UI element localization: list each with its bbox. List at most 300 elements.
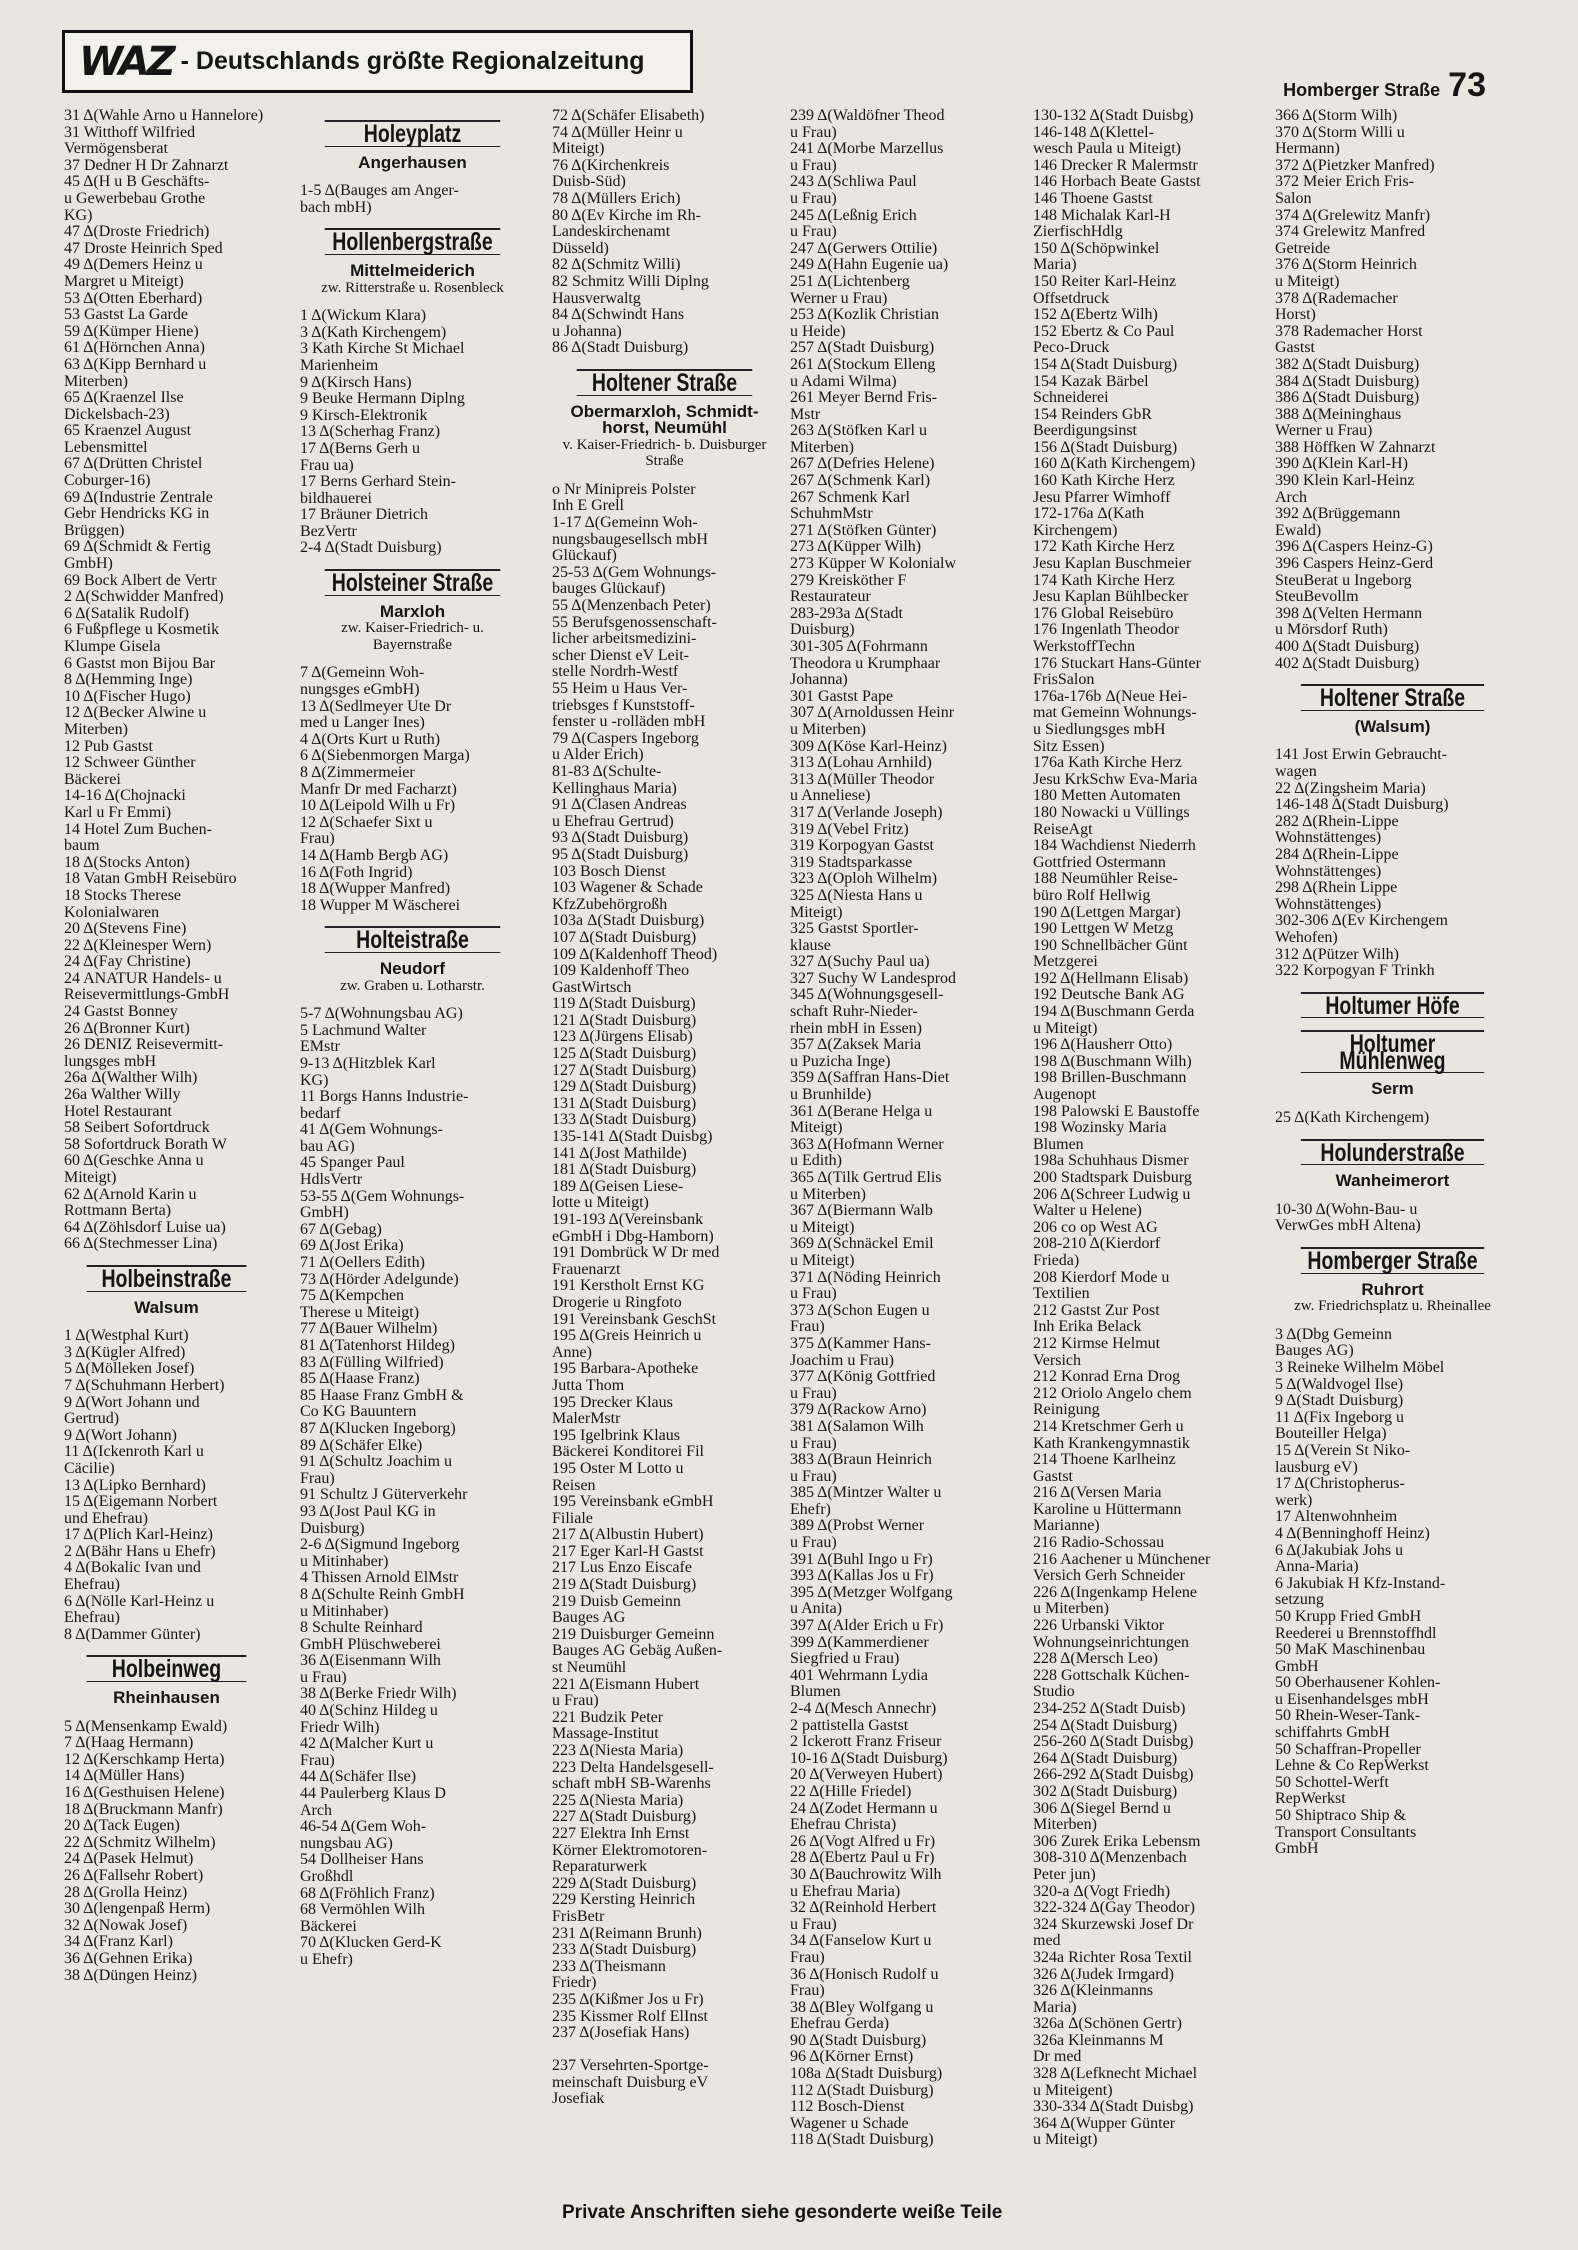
directory-entry: Drogerie u Ringfoto — [552, 1294, 682, 1311]
directory-entry: Werner u Frau) — [1275, 423, 1373, 440]
directory-entry: 306 Δ(Siegel Bernd u — [1033, 1800, 1171, 1817]
directory-entry: 377 Δ(König Gottfried — [790, 1369, 936, 1386]
directory-entry: 266-292 Δ(Stadt Duisbg) — [1033, 1767, 1194, 1784]
directory-entry: 6 Δ(Satalik Rudolf) — [64, 605, 189, 622]
directory-entry: Hausverwaltg — [552, 290, 641, 307]
directory-entry: 150 Reiter Karl-Heinz — [1033, 273, 1177, 290]
directory-entry: Werner u Frau) — [790, 290, 888, 307]
directory-entry: Reparaturwerk — [552, 1859, 648, 1876]
directory-entry: Metzgerei — [1033, 954, 1098, 971]
directory-entry: 32 Δ(Reinhold Herbert — [790, 1900, 937, 1917]
directory-entry: schaft mbH SB-Warenhs — [552, 1776, 711, 1793]
street-heading: Holbeinweg — [87, 1655, 247, 1682]
directory-entry: 372 Meier Erich Fris- — [1275, 174, 1415, 191]
directory-entry: 198 Brillen-Buschmann — [1033, 1070, 1187, 1087]
directory-entry: 206 Δ(Schreer Ludwig u — [1033, 1186, 1191, 1203]
directory-entry: 69 Δ(Jost Erika) — [300, 1238, 404, 1255]
directory-entry: 16 Δ(Foth Ingrid) — [300, 864, 413, 881]
directory-entry: 283-293a Δ(Stadt — [790, 605, 903, 622]
directory-entry: FrisSalon — [1033, 672, 1095, 689]
directory-entry: 152 Δ(Ebertz Wilh) — [1033, 307, 1158, 324]
directory-entry: 28 Δ(Ebertz Paul u Fr) — [790, 1850, 935, 1867]
directory-entry: Massage-Institut — [552, 1726, 659, 1743]
directory-entry: Lebensmittel — [64, 439, 148, 456]
street-heading: Holeyplatz — [325, 120, 501, 147]
directory-entry: 26 Δ(Vogt Alfred u Fr) — [790, 1833, 936, 1850]
directory-entry: 17 Bräuner Dietrich — [300, 507, 428, 524]
directory-entry: Restaurateur — [790, 589, 871, 606]
directory-entry: Frau) — [790, 1983, 825, 2000]
directory-entry: 36 Δ(Honisch Rudolf u — [790, 1966, 939, 1983]
directory-entry: scher Dienst eV Leit- — [552, 647, 689, 664]
directory-entry: 18 Δ(Bruckmann Manfr) — [64, 1801, 223, 1818]
directory-entry: 319 Δ(Vebel Fritz) — [790, 821, 909, 838]
directory-entry: 235 Δ(Kißmer Jos u Fr) — [552, 1991, 704, 2008]
directory-entry: Frau) — [300, 1752, 335, 1769]
directory-entry: 284 Δ(Rhein-Lippe — [1275, 846, 1399, 863]
district-name: Marxloh — [379, 601, 446, 621]
directory-entry: med — [1033, 1933, 1061, 1950]
directory-entry: schiffahrts GmbH — [1275, 1725, 1390, 1742]
directory-entry: FrisBetr — [552, 1908, 605, 1925]
directory-entry: 14-16 Δ(Chojnacki — [64, 788, 186, 805]
directory-entry: u Miterben) — [790, 1186, 866, 1203]
directory-entry: 396 Δ(Caspers Heinz-G) — [1275, 539, 1433, 556]
directory-entry: 216 Aachener u Münchener — [1033, 1551, 1211, 1568]
directory-entry: 103a Δ(Stadt Duisburg) — [552, 913, 705, 930]
directory-entry: u Frau) — [790, 1286, 837, 1303]
directory-entry: Reederei u Brennstoffhdl — [1275, 1625, 1437, 1642]
directory-entry: 53-55 Δ(Gem Wohnungs- — [300, 1188, 465, 1205]
directory-entry: Wohnungseinrichtungen — [1033, 1634, 1190, 1651]
directory-entry: nungsbau AG) — [300, 1835, 393, 1852]
directory-entry: Arch — [1275, 489, 1307, 506]
directory-entry: rhein mbH in Essen) — [790, 1020, 922, 1037]
directory-entry: Bauges AG — [552, 1610, 626, 1627]
directory-entry: 72 Δ(Schäfer Elisabeth) — [552, 108, 705, 124]
directory-entry: Duisburg) — [790, 622, 855, 639]
directory-entry: 234-252 Δ(Stadt Duisb) — [1033, 1701, 1186, 1717]
directory-entry: Klumpe Gisela — [64, 639, 161, 655]
directory-entry: 17 Berns Gerhard Stein- — [300, 474, 456, 491]
directory-entry: Co KG Bauuntern — [300, 1404, 417, 1421]
waz-logo: WAZ — [79, 38, 173, 85]
directory-entry: 24 ANATUR Handels- u — [64, 970, 222, 987]
street-range: zw. Friedrichsplatz u. Rheinallee — [1294, 1298, 1491, 1315]
directory-entry: 14 Hotel Zum Buchen- — [64, 821, 212, 838]
directory-entry: 217 Δ(Albustin Hubert) — [552, 1527, 704, 1544]
directory-entry: u Frau) — [790, 124, 837, 141]
directory-entry: 119 Δ(Stadt Duisburg) — [552, 996, 696, 1013]
directory-entry: 302-306 Δ(Ev Kirchengem — [1275, 913, 1448, 930]
directory-entry: klause — [790, 937, 831, 954]
directory-entry: 81 Δ(Tatenhorst Hildeg) — [300, 1338, 455, 1354]
directory-entry: 69 Bock Albert de Vertr — [64, 572, 217, 589]
directory-entry: Karl u Fr Emmi) — [64, 804, 172, 821]
directory-entry: Großhdl — [300, 1869, 354, 1885]
directory-entry: Frieda) — [1033, 1252, 1080, 1269]
directory-entry: Getreide — [1275, 240, 1331, 257]
directory-entry: 63 Δ(Kipp Bernhard u — [64, 356, 207, 373]
directory-entry: Gertrud) — [64, 1411, 120, 1428]
directory-entry: 14 Δ(Hamb Bergb AG) — [300, 847, 449, 864]
directory-entry: Marienheim — [300, 357, 379, 374]
directory-entry: 301-305 Δ(Fohrmann — [790, 639, 928, 655]
directory-entry: Blumen — [1033, 1136, 1084, 1153]
directory-entry: 366 Δ(Storm Wilh) — [1275, 108, 1398, 124]
directory-entry: Theodora u Krumphaar — [790, 655, 941, 672]
directory-entry: 121 Δ(Stadt Duisburg) — [552, 1012, 697, 1029]
directory-entry: Siegfried u Frau) — [790, 1651, 900, 1668]
directory-entry: u Frau) — [790, 1435, 837, 1452]
directory-entry: 12 Δ(Schaefer Sixt u — [300, 814, 433, 831]
directory-entry: u Johanna) — [552, 323, 622, 340]
directory-entry: 5 Δ(Mensenkamp Ewald) — [64, 1718, 228, 1735]
district-name: Angerhausen — [358, 152, 467, 172]
directory-entry: 50 Oberhausener Kohlen- — [1275, 1675, 1441, 1692]
district-name: Obermarxloh, Schmidt-horst, Neumühl — [570, 401, 759, 438]
directory-entry: 67 Δ(Drütten Christel — [64, 456, 203, 473]
directory-entry: Miteigt) — [790, 904, 843, 921]
directory-entry: 6 Fußpflege u Kosmetik — [64, 622, 220, 639]
directory-entry: ReiseAgt — [1033, 821, 1093, 838]
directory-entry: 239 Δ(Waldöfner Theod — [790, 108, 945, 124]
directory-entry: 15 Δ(Verein St Niko- — [1275, 1442, 1411, 1459]
street-heading: Hollenbergstraße — [325, 228, 501, 255]
directory-entry: eGmbH i Dbg-Hamborn) — [552, 1228, 714, 1245]
directory-entry: u Ehefr) — [300, 1951, 353, 1968]
directory-entry: 219 Duisb Gemeinn — [552, 1593, 681, 1610]
directory-entry: u Frau) — [790, 1385, 837, 1402]
directory-entry: 12 Pub Gastst — [64, 738, 153, 755]
directory-entry: 82 Schmitz Willi Diplng — [552, 273, 709, 290]
directory-entry: Glückauf) — [552, 548, 617, 565]
directory-entry: 227 Elektra Inh Ernst — [552, 1825, 690, 1842]
directory-entry: 184 Wachdienst Niederrh — [1033, 838, 1196, 855]
directory-entry: 301 Gastst Pape — [790, 688, 894, 705]
directory-entry: 6 Δ(Jakubiak Johs u — [1275, 1542, 1404, 1559]
directory-entry: Wohnstättenges) — [1275, 896, 1382, 913]
directory-entry: 309 Δ(Köse Karl-Heinz) — [790, 738, 947, 755]
directory-entry: 378 Rademacher Horst — [1275, 323, 1423, 340]
directory-entry: 6 Gastst mon Bijou Bar — [64, 655, 216, 672]
directory-entry: 67 Δ(Gebag) — [300, 1221, 382, 1238]
directory-entry: 50 Shiptraco Ship & — [1275, 1808, 1407, 1825]
directory-entry: Gebr Hendricks KG in — [64, 506, 210, 523]
directory-entry: Frau) — [300, 831, 335, 848]
directory-entry: Gottfried Ostermann — [1033, 854, 1166, 871]
directory-entry: 226 Urbanski Viktor — [1033, 1618, 1165, 1635]
directory-entry: Therese u Miteigt) — [300, 1304, 420, 1321]
directory-entry: 396 Caspers Heinz-Gerd — [1275, 556, 1434, 573]
directory-entry: 133 Δ(Stadt Duisburg) — [552, 1112, 697, 1129]
directory-entry: 156 Δ(Stadt Duisburg) — [1033, 439, 1178, 456]
directory-entry: 8 Schulte Reinhard — [300, 1620, 423, 1637]
directory-entry: u Anita) — [790, 1601, 842, 1618]
directory-entry: 3 Δ(Kügler Alfred) — [64, 1344, 186, 1361]
directory-entry: 6 Δ(Nölle Karl-Heinz u — [64, 1593, 215, 1610]
directory-entry: Jesu Kaplan Bühlbecker — [1033, 589, 1189, 606]
directory-entry: 41 Δ(Gem Wohnungs- — [300, 1122, 443, 1139]
directory-entry: 256-260 Δ(Stadt Duisbg) — [1033, 1734, 1194, 1751]
directory-entry: 190 Schnellbächer Günt — [1033, 937, 1188, 954]
directory-entry: 267 Δ(Defries Helene) — [790, 456, 935, 473]
directory-entry: 376 Δ(Storm Heinrich — [1275, 257, 1417, 274]
directory-entry: 382 Δ(Stadt Duisburg) — [1275, 356, 1420, 373]
directory-entry: RepWerkst — [1275, 1791, 1346, 1808]
directory-entry: 65 Kraenzel August — [64, 423, 192, 440]
directory-entry: 228 Gottschalk Küchen- — [1033, 1667, 1190, 1684]
directory-entry: 6 Δ(Siebenmorgen Marga) — [300, 748, 470, 765]
directory-entry: Jesu Pfarrer Wimhoff — [1033, 489, 1171, 506]
directory-entry: GastWirtsch — [552, 979, 632, 996]
directory-entry: 9 Beuke Hermann Diplng — [300, 391, 465, 408]
directory-entry: 388 Δ(Meininghaus — [1275, 406, 1402, 423]
directory-entry: 373 Δ(Schon Eugen u — [790, 1302, 930, 1319]
directory-entry: 2 pattistella Gastst — [790, 1717, 909, 1734]
directory-entry: Maria) — [1033, 257, 1077, 274]
street-heading: Holunderstraße — [1301, 1139, 1484, 1166]
directory-entry: 5 Δ(Waldvogel Ilse) — [1275, 1376, 1404, 1393]
directory-entry: 223 Delta Handelsgesell- — [552, 1759, 714, 1776]
directory-entry: 18 Δ(Stocks Anton) — [64, 854, 190, 871]
directory-entry: Miterben) — [64, 373, 128, 390]
directory-entry: stelle Nordrh-Westf — [552, 664, 679, 681]
directory-entry: 190 Lettgen W Metzg — [1033, 921, 1174, 938]
directory-entry: 226 Δ(Ingenkamp Helene — [1033, 1584, 1198, 1601]
directory-entry: 227 Δ(Stadt Duisburg) — [552, 1809, 697, 1826]
directory-entry: 26 Δ(Bronner Kurt) — [64, 1020, 190, 1037]
directory-entry: Josefiak — [552, 2091, 605, 2108]
directory-entry: Manfr Dr med Facharzt) — [300, 781, 457, 798]
directory-entry: 192 Deutsche Bank AG — [1033, 987, 1185, 1004]
directory-entry: 319 Stadtsparkasse — [790, 854, 913, 871]
directory-entry: Walter u Helene) — [1033, 1203, 1142, 1220]
directory-entry: 2-4 Δ(Mesch Annechr) — [790, 1701, 937, 1717]
directory-entry: 390 Δ(Klein Karl-H) — [1275, 456, 1408, 473]
directory-entry: Reisen — [552, 1477, 596, 1494]
directory-entry: 7 Δ(Schuhmann Herbert) — [64, 1377, 225, 1394]
district-name: Rheinhausen — [113, 1688, 220, 1708]
directory-entry: Miteigt) — [790, 1120, 843, 1137]
directory-entry: Karoline u Hüttermann — [1033, 1501, 1182, 1518]
directory-entry: Schneiderei — [1033, 390, 1109, 407]
directory-entry: 192 Δ(Hellmann Elisab) — [1033, 970, 1189, 987]
directory-entry: 20 Δ(Verweyen Hubert) — [790, 1767, 943, 1784]
directory-entry: 146-148 Δ(Klettel- — [1033, 124, 1154, 141]
directory-entry: 176 Global Reisebüro — [1033, 605, 1174, 622]
directory-entry: 214 Thoene Karlheinz — [1033, 1452, 1176, 1469]
directory-entry: 1 Δ(Westphal Kurt) — [64, 1328, 189, 1345]
directory-entry: Joachim u Frau) — [790, 1352, 894, 1369]
directory-entry: Miterben) — [64, 721, 128, 738]
directory-entry: 172 Kath Kirche Herz — [1033, 539, 1175, 556]
directory-entry: 306 Zurek Erika Lebensm — [1033, 1833, 1201, 1850]
directory-entry: u Anneliese) — [790, 788, 871, 805]
directory-entry: 176a-176b Δ(Neue Hei- — [1033, 688, 1188, 705]
directory-entry: u Miteigt) — [1275, 273, 1340, 290]
directory-entry: 7 Δ(Haag Hermann) — [64, 1735, 194, 1752]
directory-entry: 2 Ickerott Franz Friseur — [790, 1734, 942, 1751]
directory-entry: 11 Borgs Hanns Industrie- — [300, 1089, 469, 1106]
directory-entry: Dickelsbach-23) — [64, 406, 170, 423]
directory-entry: 3 Kath Kirche St Michael — [300, 341, 465, 358]
directory-entry: büro Rolf Hellwig — [1033, 887, 1151, 904]
directory-entry: Lehne & Co RepWerkst — [1275, 1758, 1429, 1775]
directory-entry: 237 Δ(Josefiak Hans) — [552, 2025, 690, 2042]
directory-entry: 264 Δ(Stadt Duisburg) — [1033, 1750, 1178, 1767]
directory-entry: HdlsVertr — [300, 1172, 363, 1189]
directory-entry: 390 Klein Karl-Heinz — [1275, 473, 1415, 490]
directory-entry: 320-a Δ(Vogt Friedh) — [1033, 1883, 1171, 1900]
directory-entry: Versich Gerh Schneider — [1033, 1568, 1185, 1585]
directory-entry: lausburg eV) — [1275, 1459, 1358, 1476]
directory-entry: 397 Δ(Alder Erich u Fr) — [790, 1618, 944, 1635]
directory-entry: 24 Δ(Fay Christine) — [64, 954, 191, 971]
directory-entry: u Frau) — [790, 1468, 837, 1485]
directory-entry: bildhauerei — [300, 490, 372, 507]
directory-entry: 326 Δ(Kleinmanns — [1033, 1983, 1154, 2000]
directory-entry: 229 Kersting Heinrich — [552, 1892, 696, 1909]
directory-entry: 47 Δ(Droste Friedrich) — [64, 224, 210, 241]
directory-entry: Ehefr) — [790, 1501, 831, 1518]
directory-entry: 152 Ebertz & Co Paul — [1033, 323, 1175, 340]
directory-entry: 241 Δ(Morbe Marzellus — [790, 141, 944, 158]
directory-entry: 36 Δ(Eisenmann Wilh — [300, 1653, 441, 1670]
directory-entry: 38 Δ(Bley Wolfgang u — [790, 1999, 934, 2016]
directory-entry: Peter jun) — [1033, 1866, 1096, 1883]
directory-entry: 273 Δ(Küpper Wilh) — [790, 539, 922, 556]
directory-entry: Duisburg) — [300, 1520, 365, 1537]
directory-entry: fenster u -rolläden mbH — [552, 714, 706, 731]
directory-entry: lungsges mbH — [64, 1053, 156, 1070]
directory-entry: 212 Konrad Erna Drog — [1033, 1369, 1181, 1386]
directory-entry: 372 Δ(Pietzker Manfred) — [1275, 157, 1435, 174]
directory-entry: 195 Drecker Klaus — [552, 1394, 673, 1411]
directory-entry: 89 Δ(Schäfer Elke) — [300, 1437, 423, 1454]
directory-entry: 180 Nowacki u Vüllings — [1033, 804, 1190, 821]
directory-entry: Transport Consultants — [1275, 1824, 1417, 1841]
directory-entry: 212 Gastst Zur Post — [1033, 1302, 1160, 1319]
directory-entry: WerkstoffTechn — [1033, 639, 1136, 655]
directory-entry: 54 Dollheiser Hans — [300, 1852, 424, 1869]
directory-entry: Frau) — [790, 1949, 825, 1966]
masthead — [62, 30, 693, 93]
street-heading: Holteistraße — [325, 926, 501, 953]
directory-entry: Marianne) — [1033, 1518, 1100, 1535]
directory-entry: BezVertr — [300, 523, 357, 540]
directory-entry: 235 Kissmer Rolf ElInst — [552, 2008, 708, 2025]
directory-entry: Margret u Miteigt) — [64, 273, 184, 290]
directory-entry: 112 Δ(Stadt Duisburg) — [790, 2082, 934, 2099]
directory-entry: 141 Δ(Jost Mathilde) — [552, 1145, 687, 1162]
directory-entry: 400 Δ(Stadt Duisburg) — [1275, 639, 1420, 655]
directory-entry: u Frau) — [300, 1669, 347, 1686]
directory-entry: 69 Δ(Industrie Zentrale — [64, 489, 213, 506]
directory-entry: Kath Krankengymnastik — [1033, 1435, 1190, 1452]
directory-entry: Salon — [1275, 190, 1312, 207]
directory-entry: 30 Δ(lengenpaß Herm) — [64, 1901, 211, 1918]
directory-entry: 28 Δ(Grolla Heinz) — [64, 1884, 188, 1901]
directory-entry: 198a Schuhhaus Dismer — [1033, 1153, 1189, 1170]
directory-entry: 357 Δ(Zaksek Maria — [790, 1037, 922, 1054]
directory-entry: 70 Δ(Klucken Gerd-K — [300, 1935, 442, 1952]
directory-entry: bauges Glückauf) — [552, 581, 666, 598]
street-heading: Holsteiner Straße — [325, 569, 501, 596]
directory-entry: Inh Erika Belack — [1033, 1319, 1142, 1336]
street-heading: Holtener Straße — [577, 369, 753, 396]
directory-entry: 22 Δ(Schmitz Wilhelm) — [64, 1834, 216, 1851]
directory-entry: KG) — [64, 207, 93, 224]
directory-entry: 112 Bosch-Dienst — [790, 2099, 905, 2116]
directory-entry: u Gewerbebau Grothe — [64, 190, 206, 207]
district-name: (Walsum) — [1354, 716, 1431, 736]
directory-entry: 7 Δ(Gemeinn Woh- — [300, 665, 425, 682]
directory-entry: KfzZubehörgroßh — [552, 896, 668, 913]
directory-entry: 17 Δ(Berns Gerh u — [300, 440, 421, 457]
directory-entry: 267 Δ(Schmenk Karl) — [790, 473, 931, 490]
directory-entry: 75 Δ(Kempchen — [300, 1288, 405, 1305]
directory-entry: 367 Δ(Biermann Walb — [790, 1203, 933, 1220]
directory-entry: Wehofen) — [1275, 929, 1338, 946]
directory-entry: 79 Δ(Caspers Ingeborg — [552, 730, 699, 747]
directory-entry: u Mörsdorf Ruth) — [1275, 622, 1388, 639]
directory-entry: 4 Δ(Benninghoff Heinz) — [1275, 1525, 1430, 1542]
directory-entry: 393 Δ(Kallas Jos u Fr) — [790, 1568, 934, 1585]
page-number: 73 — [1448, 66, 1486, 104]
directory-entry: u Eisenhandelsges mbH — [1275, 1691, 1429, 1708]
directory-entry: 388 Höffken W Zahnarzt — [1275, 439, 1436, 456]
directory-entry: Bauges AG) — [1275, 1343, 1354, 1360]
directory-entry: 326 Δ(Judek Irmgard) — [1033, 1966, 1174, 1983]
directory-entry: 108a Δ(Stadt Duisburg) — [790, 2066, 943, 2083]
directory-entry: 45 Spanger Paul — [300, 1155, 405, 1172]
directory-entry: GmbH) — [300, 1205, 349, 1222]
directory-entry: 85 Δ(Haase Franz) — [300, 1371, 420, 1388]
directory-entry: 325 Δ(Niesta Hans u — [790, 887, 923, 904]
directory-entry: Frau) — [300, 1470, 335, 1487]
directory-entry: med u Langer Ines) — [300, 715, 425, 732]
directory-entry: u Frau) — [790, 224, 837, 241]
directory-entry: 24 Δ(Zodet Hermann u — [790, 1800, 938, 1817]
directory-entry: 345 Δ(Wohnungsgesell- — [790, 987, 944, 1004]
directory-entry: Ewald) — [1275, 522, 1322, 539]
directory-entry: wesch Paula u Miteigt) — [1033, 141, 1181, 158]
directory-entry: 9 Δ(Wort Johann) — [64, 1427, 177, 1444]
directory-entry: 251 Δ(Lichtenberg — [790, 273, 910, 290]
directory-entry: 44 Paulerberg Klaus D — [300, 1786, 446, 1803]
directory-entry: 125 Δ(Stadt Duisburg) — [552, 1046, 697, 1063]
directory-entry: lotte u Miteigt) — [552, 1195, 649, 1212]
directory-entry: 261 Δ(Stockum Elleng — [790, 356, 936, 373]
directory-entry: Düsseld) — [552, 240, 609, 257]
directory-entry: u Frau) — [552, 1693, 599, 1710]
directory-entry: 64 Δ(Zöhlsdorf Luise ua) — [64, 1219, 226, 1236]
directory-entry: 399 Δ(Kammerdiener — [790, 1634, 929, 1651]
directory-entry: Reisevermittlungs-GmbH — [64, 987, 230, 1004]
directory-entry: 212 Kirmse Helmut — [1033, 1335, 1161, 1352]
directory-entry: 18 Wupper M Wäscherei — [300, 897, 461, 914]
street-range: zw. Graben u. Lotharstr. — [340, 977, 485, 994]
directory-entry: Horst) — [1275, 307, 1316, 324]
column-5 — [1033, 108, 1261, 2149]
directory-entry: 402 Δ(Stadt Duisburg) — [1275, 655, 1420, 672]
directory-entry: 87 Δ(Klucken Ingeborg) — [300, 1420, 456, 1437]
directory-entry: Beerdigungsinst — [1033, 423, 1137, 440]
directory-entry: 195 Oster M Lotto u — [552, 1460, 684, 1477]
directory-entry: 385 Δ(Mintzer Walter u — [790, 1485, 942, 1502]
directory-entry: 245 Δ(Leßnig Erich — [790, 207, 917, 224]
